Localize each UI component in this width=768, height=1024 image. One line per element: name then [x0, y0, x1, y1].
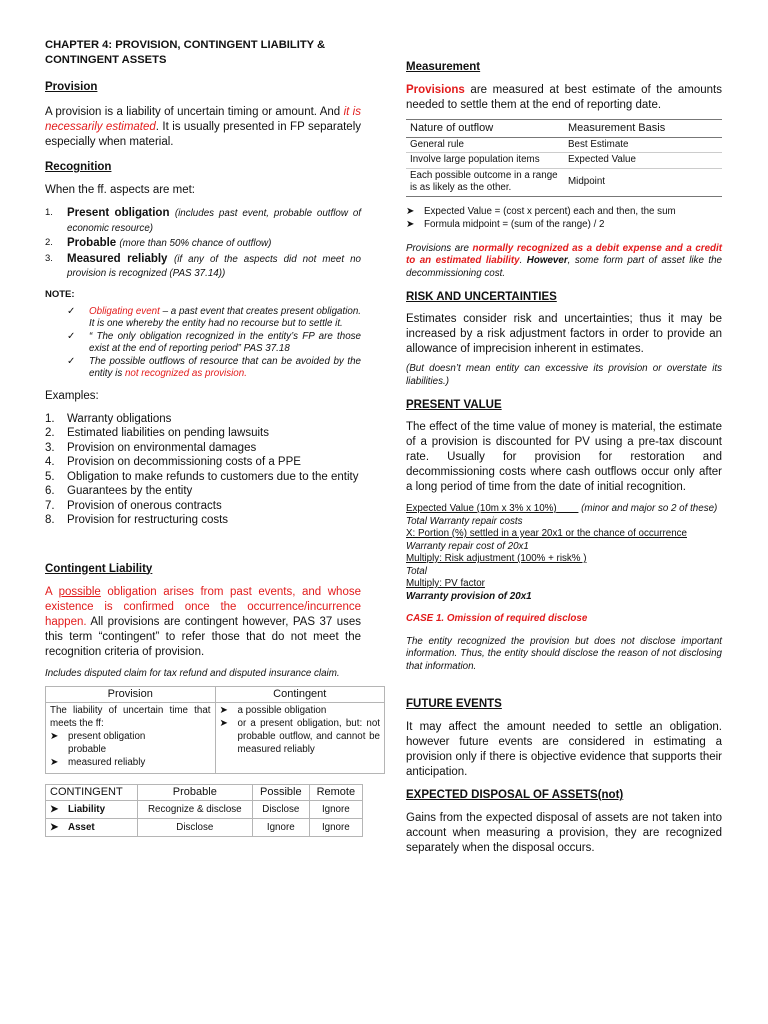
expected-value-line: Expected Value (10m x 3% x 10%) (minor and major so 2 of these) — [406, 503, 718, 514]
risk-note: (But doesn’t mean entity can excessive its provision or overstate its liabilities.) — [406, 363, 722, 387]
provision-contingent-table — [45, 686, 385, 774]
disposal-text: Gains from the expected disposal of assets are not taken into account when measuring a provision, they are recognized separately when the disposal occurs. — [406, 812, 722, 854]
list-item: ➤ Expected Value = (cost x percent) each and then, the sum — [406, 205, 676, 217]
list-item: 6. Guarantees by the entity — [45, 485, 193, 497]
measurement-heading: Measurement — [406, 61, 481, 73]
disposal-heading: EXPECTED DISPOSAL OF ASSETS(not) — [406, 789, 624, 801]
list-item: ✓ Obligating event – a past event that creates present obligation. It is one whereby the entity had no recourse but to settle it. — [67, 305, 361, 329]
list-item: 8. Provision for restructuring costs — [45, 514, 229, 526]
contingent-treatment-table — [45, 784, 363, 837]
table-row: Each possible outcome in a range is as likely as the other. Midpoint — [406, 168, 722, 196]
pv-heading: PRESENT VALUE — [406, 399, 502, 411]
chapter-title: CHAPTER 4: PROVISION, CONTINGENT LIABILITY & CONTINGENT ASSETS — [45, 39, 326, 66]
list-item: 5. Obligation to make refunds to customers due to the entity — [45, 470, 359, 483]
future-heading: FUTURE EVENTS — [406, 698, 502, 710]
table-header: Measurement Basis — [564, 120, 722, 138]
case-text: The entity recognized the provision but does not disclose important information. Thus, the entity should disclose the reason of not disclosing that information. — [406, 635, 722, 672]
list-item: 3. Provision on environmental damages — [45, 441, 257, 454]
provision-heading: Provision — [45, 81, 98, 93]
contingent-definition: A possible obligation arises from past events, and whose existence is confirmed once the occurrence/incurrence happen. All provisions are contingent however, PAS 37 uses this term “contingent” to refer those that do not meet the recognition criteria of provision. — [45, 585, 361, 658]
list-item: ➤ Formula midpoint = (sum of the range) / 2 — [406, 218, 605, 230]
calc-line: Warranty repair cost of 20x1 — [406, 540, 529, 552]
table-cell: ➤ a possible obligation ➤ or a present obligation, but: not probable outflow, and cannot be measured reliably — [215, 703, 385, 774]
measurement-basis-table — [406, 119, 722, 197]
list-item: 4. Provision on decommissioning costs of a PPE — [45, 456, 301, 468]
list-item: 3. Measured reliably (if any of the aspects did not meet no provision is recognized (PAS 37.14)) — [45, 252, 362, 279]
examples-list — [45, 412, 361, 528]
list-item: 7. Provision of onerous contracts — [45, 499, 222, 512]
table-row: ➤ Asset Disclose Ignore Ignore — [46, 819, 363, 837]
calc-line: Multiply: Risk adjustment (100% + risk% ) — [406, 553, 587, 564]
table-header: Provision — [46, 687, 216, 703]
table-row: ➤ Liability Recognize & disclose Disclose Ignore — [46, 801, 363, 819]
left-column — [45, 38, 380, 837]
case-label: CASE 1. Omission of required disclose — [406, 613, 588, 624]
table-header: Possible — [252, 785, 309, 801]
measurement-text: Provisions are measured at best estimate of the amounts needed to settle them at the end of reporting date. — [406, 84, 722, 111]
list-item: 1. Warranty obligations — [45, 412, 172, 425]
list-item: 2. Probable (more than 50% chance of outflow) — [45, 237, 272, 249]
list-item: 2. Estimated liabilities on pending lawsuits — [45, 427, 269, 439]
table-header: CONTINGENT — [46, 785, 138, 801]
provision-recognition-note: Provisions are normally recognized as a debit expense and a credit to an estimated liability. However, some form part of asset like the decommissioning cost. — [406, 242, 723, 279]
calc-line: Total Warranty repair costs — [406, 515, 523, 527]
calc-line: Total — [406, 565, 427, 577]
table-row: Involve large population items Expected Value — [406, 153, 722, 169]
table-row: General rule Best Estimate — [406, 137, 722, 153]
pv-text: The effect of the time value of money is material, the estimate of a provision is discounted for PV using a pre-tax discount rate. Usually for provision for restoration and decommissioning costs where cash outflows occur only after a long period of time from the date of initial recognition. — [406, 421, 722, 493]
table-header: Remote — [309, 785, 362, 801]
warranty-calculation — [406, 503, 722, 603]
calc-line: Multiply: PV factor — [406, 578, 485, 589]
formula-list — [406, 205, 722, 231]
notes-list — [45, 306, 361, 381]
list-item: ✓ The possible outflows of resource that can be avoided by the entity is not recognized as provision. — [67, 355, 361, 379]
check-icon: ✓ — [67, 305, 76, 317]
table-header: Contingent — [215, 687, 385, 703]
calc-line: X: Portion (%) settled in a year 20x1 or the chance of occurrence — [406, 528, 687, 539]
list-item: ✓ “ The only obligation recognized in the entity’s FP are those exist at the end of reporting period” PAS 37.18 — [67, 330, 361, 354]
check-icon: ✓ — [67, 330, 76, 342]
table-header: Probable — [137, 785, 252, 801]
check-icon: ✓ — [67, 355, 76, 367]
right-column — [406, 60, 722, 856]
table-cell: The liability of uncertain time that meets the ff: ➤ present obligation probable ➤ measured reliably — [46, 703, 216, 774]
list-item: 1. Present obligation (includes past event, probable outflow of economic resource) — [45, 207, 361, 234]
note-label: NOTE: — [45, 288, 75, 300]
future-text: It may affect the amount needed to settle an obligation. however future events are considered in estimating a provision only if there is objective evidence that supports their anticipation. — [406, 721, 722, 778]
provision-definition: A provision is a liability of uncertain timing or amount. And it is necessarily estimated. It is usually presented in FP separately especially when material. — [45, 106, 361, 148]
contingent-note: Includes disputed claim for tax refund and disputed insurance claim. — [45, 667, 340, 679]
contingent-heading: Contingent Liability — [45, 562, 153, 575]
risk-heading: RISK AND UNCERTAINTIES — [406, 291, 557, 303]
risk-text: Estimates consider risk and uncertainties; thus it may be increased by a risk adjustment factors in order to provide an allowance of imprecision inherent in estimates. — [406, 313, 722, 355]
examples-label: Examples: — [45, 389, 99, 402]
criteria-list — [45, 206, 361, 281]
recognition-intro: When the ff. aspects are met: — [45, 184, 195, 196]
calc-total: Warranty provision of 20x1 — [406, 590, 532, 602]
recognition-heading: Recognition — [45, 161, 112, 173]
table-header: Nature of outflow — [406, 120, 564, 138]
provision-estimated-highlight: it is necessarily estimated — [45, 106, 361, 133]
